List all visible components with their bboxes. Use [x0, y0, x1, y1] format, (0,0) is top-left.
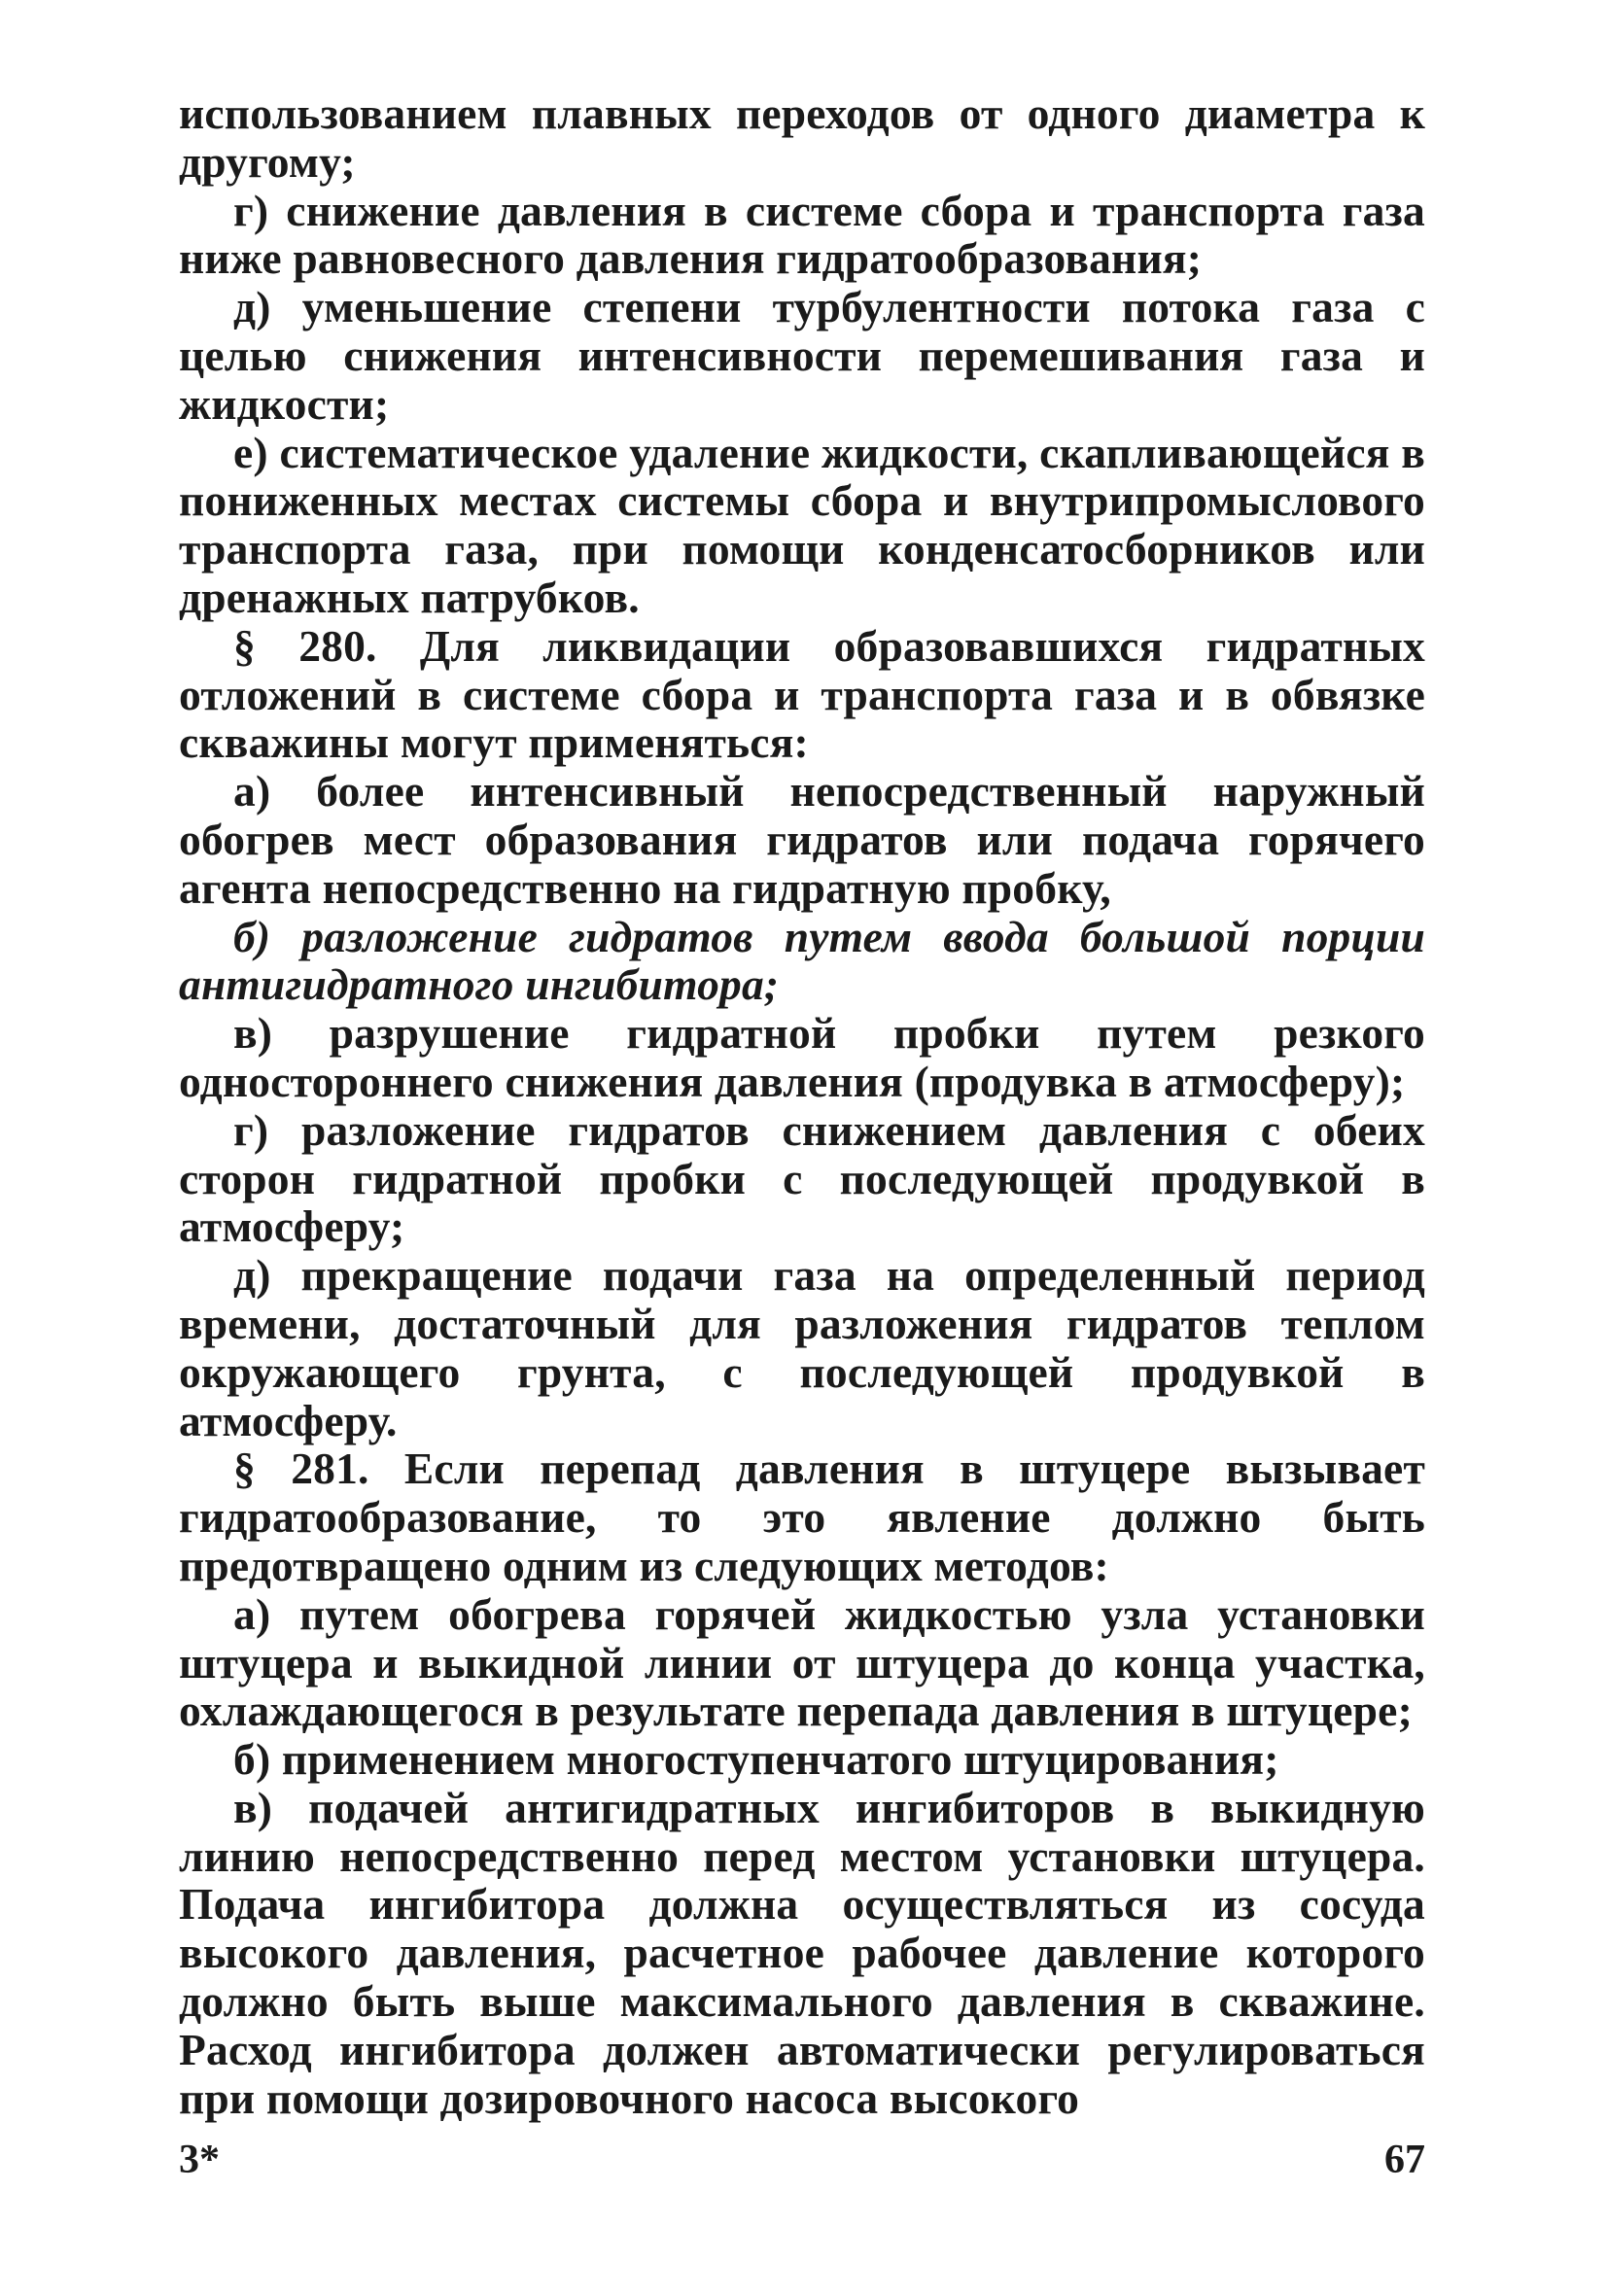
paragraph-continuation: использованием плавных переходов от одного диаметра к другому;: [179, 88, 1425, 187]
page-body: [179, 89, 1425, 2122]
paragraph-item-b2: б) применением многоступенчатого штуцирования;: [233, 1734, 1279, 1785]
paragraph-item-g: г) снижение давления в системе сбора и транспорта газа ниже равновесного давления гидратообразования;: [179, 185, 1425, 284]
paragraph-section-281: § 281. Если перепад давления в штуцере вызывает гидратообразование, то это явление должно быть предотвращено одним из следующих методов:: [179, 1444, 1425, 1590]
paragraph-item-a: а) более интенсивный непосредственный наружный обогрев мест образования гидратов или подача горячего агента непосредственно на гидратную пробку,: [179, 766, 1425, 913]
page-number: 67: [1384, 2138, 1425, 2182]
paragraph-item-v: в) разрушение гидратной пробки путем резкого одностороннего снижения давления (продувка в атмосферу);: [179, 1008, 1425, 1106]
paragraph-item-g2: г) разложение гидратов снижением давления с обеих сторон гидратной пробки с последующей продувкой в атмосферу;: [179, 1104, 1425, 1252]
paragraph-item-v2: в) подачей антигидратных ингибиторов в выкидную линию непосредственно перед местом установки штуцера. Подача ингибитора должна осуществляться из сосуда высокого давления, расчетное рабочее давление которого должно быть выше максимального давления в скважине. Расход ингибитора должен автоматически регулироваться при помощи дозировочного насоса высокого: [179, 1782, 1425, 2123]
paragraph-item-d: д) уменьшение степени турбулентности потока газа с целью снижения интенсивности перемешивания газа и жидкости;: [179, 282, 1425, 429]
paragraph-item-d2: д) прекращение подачи газа на определенный период времени, достаточный для разложения гидратов теплом окружающего грунта, с последующей продувкой в атмосферу.: [179, 1250, 1425, 1445]
signature-mark: 3*: [179, 2138, 220, 2182]
paragraph-item-b-italic: б) разложение гидратов путем ввода большой порции антигидратного ингибитора;: [179, 911, 1425, 1010]
page-footer: [179, 2137, 1425, 2195]
paragraph-item-e: е) систематическое удаление жидкости, скапливающейся в пониженных местах системы сбора и внутрипромыслового транспорта газа, при помощи конденсатосборников или дренажных патрубков.: [179, 427, 1425, 622]
paragraph-item-a2: а) путем обогрева горячей жидкостью узла установки штуцера и выкидной линии от штуцера до конца участка, охлаждающегося в результате перепада давления в штуцере;: [179, 1588, 1425, 1736]
paragraph-section-280: § 280. Для ликвидации образовавшихся гидратных отложений в системе сбора и транспорта газа и в обвязке скважины могут применяться:: [179, 620, 1425, 768]
